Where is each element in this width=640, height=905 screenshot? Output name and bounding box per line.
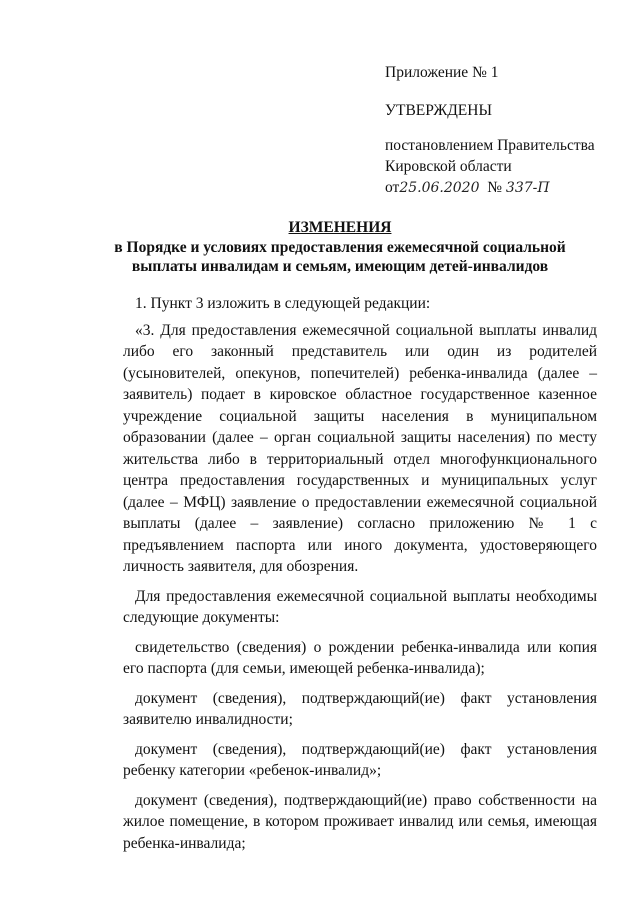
paragraph-property-document: документ (сведения), подтверждающий(ие) право собственности на жилое помещение, в котором проживает инвалид или семья, имеющая ребенка-инвалида; xyxy=(123,791,597,852)
number-prefix: № xyxy=(487,179,503,196)
title-main: ИЗМЕНЕНИЯ xyxy=(288,219,392,236)
approval-block xyxy=(385,62,625,199)
approval-date-line xyxy=(385,177,625,199)
paragraph-child-category-document: документ (сведения), подтверждающий(ие) факт установления ребенку категории «ребенок-инвалид»; xyxy=(123,740,597,779)
paragraph-item-1: 1. Пункт 3 изложить в следующей редакции: xyxy=(135,295,431,312)
handwritten-number: 337-П xyxy=(505,180,550,196)
paragraph-disability-document: документ (сведения), подтверждающий(ие) факт установления заявителю инвалидности; xyxy=(123,689,597,728)
paragraph-point-3: «3. Для предоставления ежемесячной социальной выплаты инвалид либо его законный представитель или один из родителей (усыновителей, опекунов, попечителей) ребенка-инвалида (далее – заявитель) подает в кировское областное государственное казенное учреждение социальной защиты населения в муниципальном образовании (далее – орган социальной защиты населения) по месту жительства либо в территориальный отдел многофункционального центра предоставления государственных и муниципальных услуг (далее – МФЦ) заявление о предоставлении ежемесячной социальной выплаты (далее – заявление) согласно приложению № 1 с предъявлением паспорта или иного документа, удостоверяющего личность заявителя, для обозрения. xyxy=(123,321,597,575)
paragraph-birth-certificate: свидетельство (сведения) о рождении ребенка-инвалида или копия его паспорта (для семьи, имеющей ребенка-инвалида); xyxy=(123,638,597,677)
document-body xyxy=(123,293,597,854)
document-title xyxy=(40,218,640,276)
approval-resolution-line: постановлением Правительства xyxy=(385,137,595,154)
handwritten-date: 25.06.2020 xyxy=(399,180,480,196)
approval-region-line: Кировской области xyxy=(385,158,512,175)
title-subtitle-line-1: в Порядке и условиях предоставления ежемесячной социальной xyxy=(114,239,566,256)
approved-heading: УТВЕРЖДЕНЫ xyxy=(385,102,492,119)
title-subtitle-line-2: выплаты инвалидам и семьям, имеющим детей-инвалидов xyxy=(131,258,549,275)
date-prefix: от xyxy=(385,179,400,196)
appendix-label: Приложение № 1 xyxy=(385,64,499,81)
paragraph-documents-intro: Для предоставления ежемесячной социальной выплаты необходимы следующие документы: xyxy=(123,587,597,626)
